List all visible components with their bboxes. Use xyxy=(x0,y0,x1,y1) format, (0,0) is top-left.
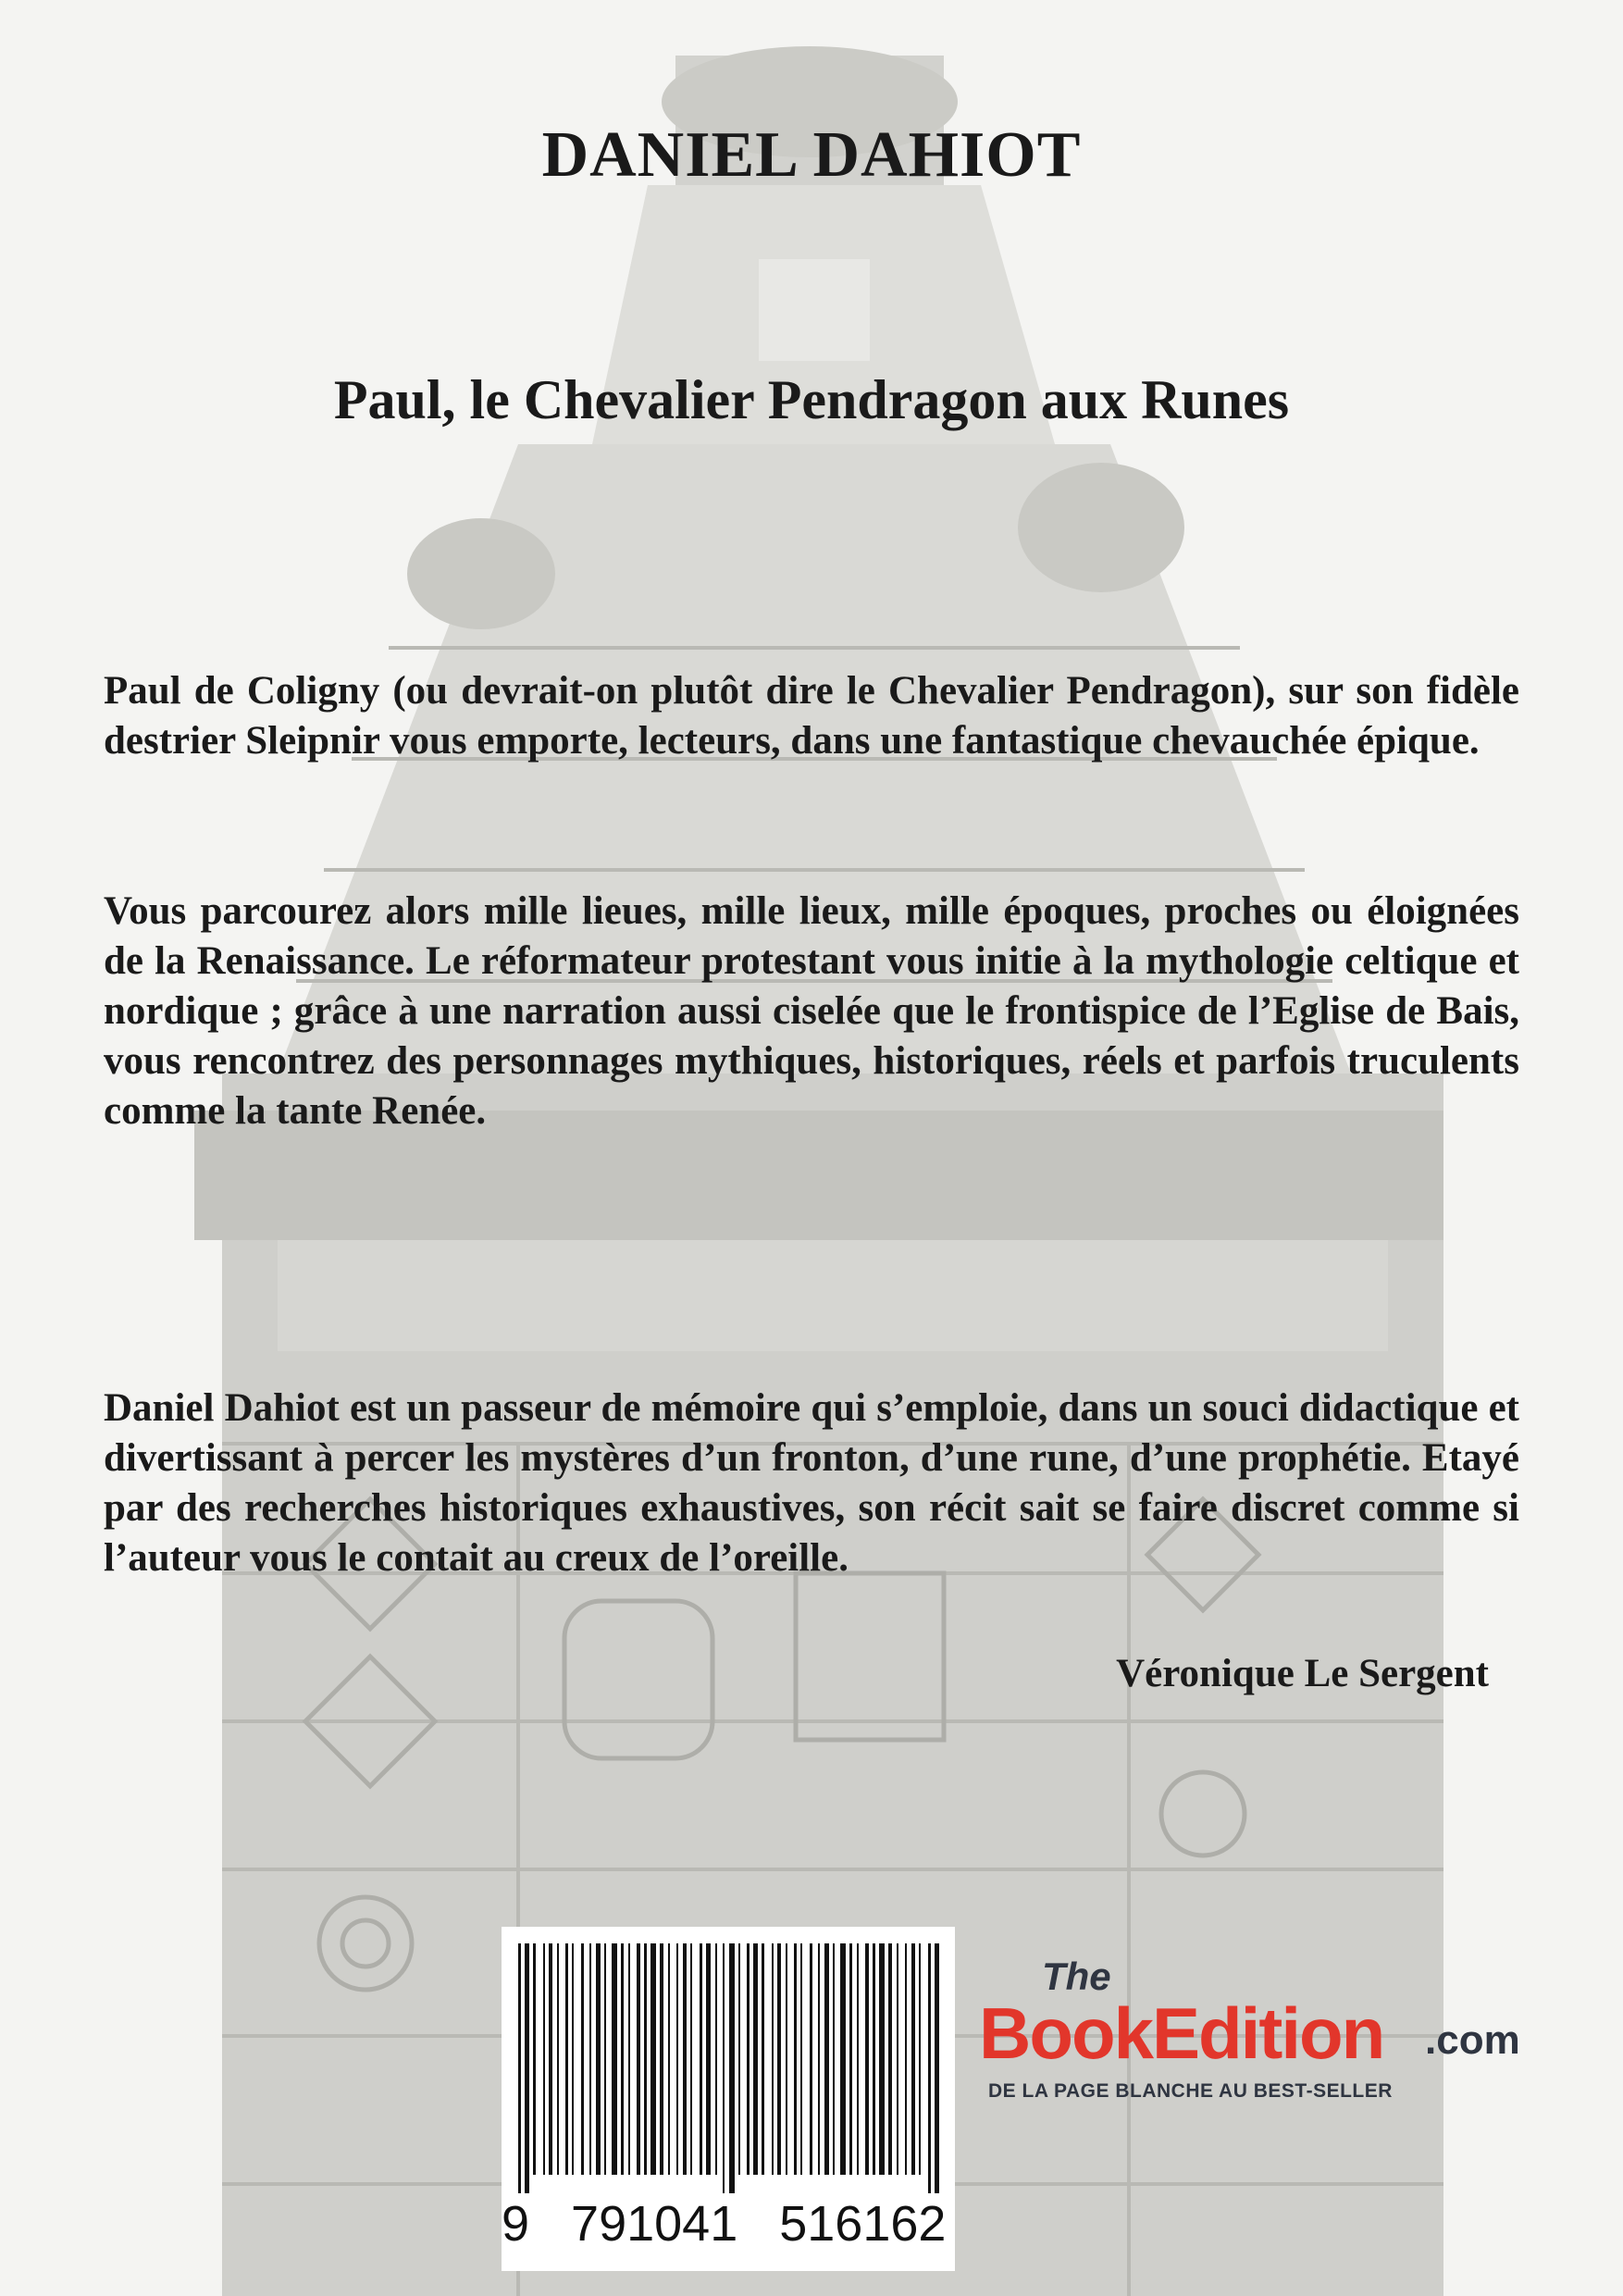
barcode-bar xyxy=(668,1943,670,2175)
author-name: DANIEL DAHIOT xyxy=(541,119,1082,191)
barcode-bar xyxy=(840,1943,846,2175)
isbn-barcode xyxy=(502,1927,955,2271)
barcode-bar xyxy=(525,1943,529,2193)
barcode-digits: 9 791041 516162 xyxy=(502,2196,947,2252)
barcode-bar xyxy=(879,1943,885,2175)
review-signature: Véronique Le Sergent xyxy=(1116,1652,1489,1695)
barcode-bar xyxy=(533,1943,536,2175)
barcode-bar xyxy=(572,1943,574,2175)
barcode-bar xyxy=(604,1943,606,2175)
barcode-bar xyxy=(715,1943,717,2175)
barcode-bar xyxy=(700,1943,702,2175)
book-title: Paul, le Chevalier Pendragon aux Runes xyxy=(333,369,1290,430)
barcode-bar xyxy=(738,1943,740,2175)
barcode-bar xyxy=(628,1943,630,2175)
barcode-bar xyxy=(833,1943,835,2175)
barcode-bar xyxy=(747,1943,750,2175)
barcode-bar xyxy=(753,1943,758,2175)
barcode-bar xyxy=(865,1943,869,2175)
barcode-bar xyxy=(905,1943,907,2175)
blurb-paragraph-1: Paul de Coligny (ou devrait-on plutôt dire le Chevalier Pendragon), sur son fidèle destrier Sleipnir vous emporte, lecteurs, dans une fantastique chevauchée épique. xyxy=(104,669,1519,763)
barcode-bar xyxy=(589,1943,591,2175)
barcode-bar xyxy=(557,1943,559,2175)
logo-domain-suffix: .com xyxy=(1425,2017,1520,2063)
barcode-bar xyxy=(621,1943,624,2175)
barcode-bar xyxy=(888,1943,892,2175)
barcode-bar xyxy=(824,1943,829,2175)
barcode-bar xyxy=(581,1943,584,2175)
logo-the-text: The xyxy=(1042,1955,1111,1998)
barcode-bar xyxy=(928,1943,931,2193)
barcode-bar xyxy=(794,1943,797,2175)
barcode-bar xyxy=(786,1943,787,2175)
barcode-bar xyxy=(729,1943,735,2193)
barcode-bar xyxy=(777,1943,781,2175)
barcode-bar xyxy=(897,1943,898,2175)
barcode-bar xyxy=(543,1943,545,2175)
barcode-bar xyxy=(706,1943,711,2175)
barcode-bar xyxy=(644,1943,647,2175)
barcode-bar xyxy=(810,1943,812,2175)
barcode-bars xyxy=(502,1927,955,2195)
barcode-bar xyxy=(723,1943,725,2193)
barcode-bar xyxy=(762,1943,764,2175)
barcode-bar xyxy=(637,1943,640,2175)
barcode-bar xyxy=(849,1943,852,2175)
barcode-bar xyxy=(690,1943,692,2175)
logo-brand-name: BookEdition xyxy=(979,1992,1384,2074)
barcode-bar xyxy=(911,1943,915,2175)
barcode-bar xyxy=(660,1943,663,2175)
blurb-paragraph-3: Daniel Dahiot est un passeur de mémoire qui s’emploie, dans un souci didactique et divertissant à percer les mystères d’un fronton, d’une rune, d’une prophétie. Etayé par des recherches historiques exhaustives, son récit sait se faire discret comme si l’auteur vous le contait au creux de l’oreille. xyxy=(104,1386,1519,1580)
barcode-bar xyxy=(772,1943,774,2175)
barcode-bar xyxy=(800,1943,802,2175)
barcode-bar xyxy=(650,1943,656,2175)
barcode-bar xyxy=(565,1943,568,2175)
logo-tagline: DE LA PAGE BLANCHE AU BEST-SELLER xyxy=(988,2080,1393,2102)
barcode-bar xyxy=(818,1943,820,2175)
barcode-bar xyxy=(518,1943,521,2193)
blurb-paragraph-2: Vous parcourez alors mille lieues, mille lieux, mille époques, proches ou éloignées de la Renaissance. Le réformateur protestant vous initie à la mythologie celtique et nordique ; grâce à une narration aussi ciselée que le frontispice de l’Eglise de Bais, vous rencontrez des personnages mythiques, historiques, réels et parfois truculents comme la tante Renée. xyxy=(104,889,1519,1133)
barcode-bar xyxy=(549,1943,552,2175)
barcode-bar xyxy=(857,1943,859,2175)
barcode-bar xyxy=(676,1943,678,2175)
barcode-bar xyxy=(683,1943,687,2175)
publisher-logo xyxy=(979,1955,1534,2158)
barcode-bar xyxy=(596,1943,601,2175)
barcode-bar xyxy=(919,1943,921,2175)
barcode-bar xyxy=(612,1943,617,2175)
barcode-bar xyxy=(935,1943,939,2193)
barcode-bar xyxy=(873,1943,875,2175)
